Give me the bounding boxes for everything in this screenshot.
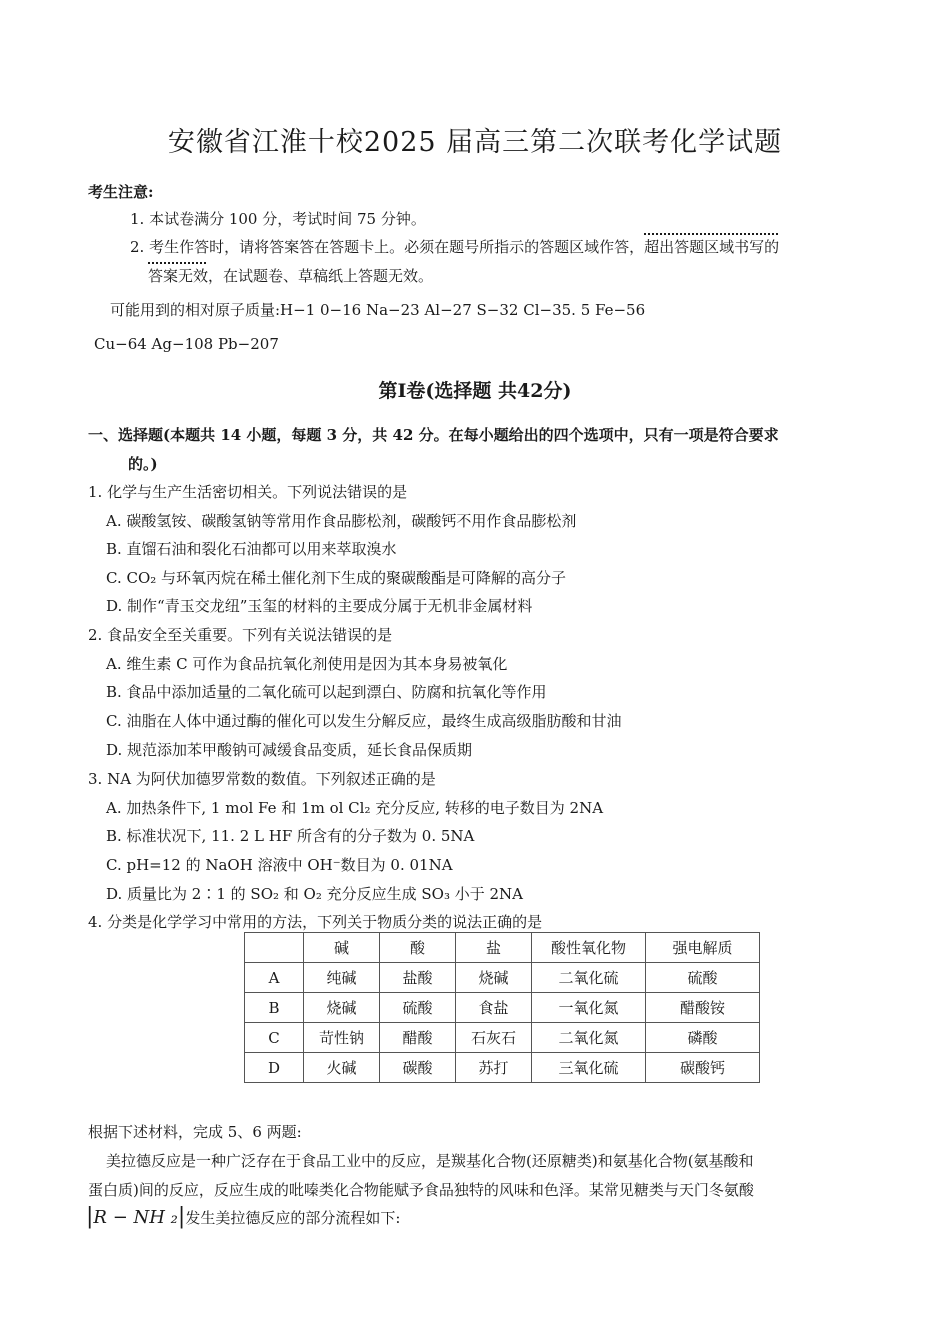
q3-option-a: A. 加热条件下, 1 mol Fe 和 1m ol Cl₂ 充分反应, 转移的电子数目为 2NA [106, 799, 604, 817]
table-cell: D [245, 1053, 304, 1083]
amino-formula: R − NH ₂ [93, 1207, 178, 1228]
q3-stem: 3. NA 为阿伏加德罗常数的数值。下列叙述正确的是 [88, 770, 436, 788]
material-intro: 根据下述材料，完成 5、6 两题: [88, 1123, 302, 1141]
table-cell: 苛性钠 [304, 1023, 380, 1053]
table-cell: 纯碱 [304, 963, 380, 993]
table-cell: A [245, 963, 304, 993]
table-header-row [245, 933, 760, 963]
table-row [245, 1053, 760, 1083]
table-cell: 三氧化硫 [532, 1053, 646, 1083]
notice-item-2-comma: ， [208, 267, 224, 285]
q2-option-b: B. 食品中添加适量的二氧化硫可以起到漂白、防腐和抗氧化等作用 [106, 683, 547, 701]
material-paragraph-line-1: 美拉德反应是一种广泛存在于食品工业中的反应，是羰基化合物(还原糖类)和氨基化合物(氨基酸和 [106, 1152, 754, 1170]
section-title: 第Ⅰ卷(选择题 共42分) [378, 380, 572, 402]
part1-heading-line-2: 的。) [128, 455, 158, 473]
table-cell: 醋酸 [380, 1023, 456, 1053]
table-cell: 二氧化硫 [532, 963, 646, 993]
table-cell: 碳酸 [380, 1053, 456, 1083]
q3-option-d: D. 质量比为 2∶1 的 SO₂ 和 O₂ 充分反应生成 SO₃ 小于 2NA [106, 885, 524, 903]
table-cell: 苏打 [456, 1053, 532, 1083]
classification-table [244, 932, 760, 1083]
table-cell: B [245, 993, 304, 1023]
notice-item-2-line-1 [130, 237, 779, 257]
q3-option-b: B. 标准状况下, 11. 2 L HF 所含有的分子数为 0. 5NA [106, 827, 475, 845]
q4-stem: 4. 分类是化学学习中常用的方法，下列关于物质分类的说法正确的是 [88, 913, 543, 931]
exam-title: 安徽省江淮十校2025 届高三第二次联考化学试题 [167, 127, 783, 158]
atomic-masses-line-1: 可能用到的相对原子质量:H−1 0−16 Na−23 Al−27 S−32 Cl−35. 5 Fe−56 [110, 301, 646, 319]
table-cell: 一氧化氮 [532, 993, 646, 1023]
table-header-cell [245, 933, 304, 963]
notice-item-2-period: 。 [418, 267, 434, 285]
q1-option-d: D. 制作“青玉交龙纽”玉玺的材料的主要成分属于无机非金属材料 [106, 597, 533, 615]
notice-item-2-line-2 [148, 266, 433, 286]
material-paragraph-line-3-text: 发生美拉德反应的部分流程如下: [185, 1209, 401, 1227]
q2-stem: 2. 食品安全至关重要。下列有关说法错误的是 [88, 626, 393, 644]
notice-item-1: 1. 本试卷满分 100 分，考试时间 75 分钟。 [130, 210, 426, 228]
table-header-cell: 盐 [456, 933, 532, 963]
bracket-right: | [177, 1204, 186, 1229]
table-row [245, 1023, 760, 1053]
notice-item-2-text: 2. 考生作答时，请将答案答在答题卡上。必须在题号所指示的答题区域作答， [130, 238, 645, 256]
notice-heading: 考生注意: [88, 183, 154, 201]
material-paragraph-line-2: 蛋白质)间的反应，反应生成的吡嗪类化合物能赋予食品独特的风味和色泽。某常见糖类与天门冬氨酸 [88, 1181, 754, 1199]
table-header-cell: 强电解质 [646, 933, 760, 963]
table-cell: 烧碱 [456, 963, 532, 993]
bracket-left: | [86, 1204, 94, 1229]
table-cell: 食盐 [456, 993, 532, 1023]
table-cell: 石灰石 [456, 1023, 532, 1053]
q2-option-d: D. 规范添加苯甲酸钠可减缓食品变质，延长食品保质期 [106, 741, 473, 759]
table-row [245, 993, 760, 1023]
table-cell: 盐酸 [380, 963, 456, 993]
table-cell: 醋酸铵 [646, 993, 760, 1023]
q1-option-a: A. 碳酸氢铵、碳酸氢钠等常用作食品膨松剂，碳酸钙不用作食品膨松剂 [106, 512, 577, 530]
q3-option-c: C. pH=12 的 NaOH 溶液中 OH⁻数目为 0. 01NA [106, 856, 453, 874]
table-cell: 磷酸 [646, 1023, 760, 1053]
table-cell: 烧碱 [304, 993, 380, 1023]
part1-heading-line-1: 一、选择题(本题共 14 小题，每题 3 分，共 42 分。在每小题给出的四个选项中，只有一项是符合要求 [88, 426, 779, 444]
table-cell: C [245, 1023, 304, 1053]
table-cell: 火碱 [304, 1053, 380, 1083]
material-paragraph-line-3 [86, 1204, 401, 1229]
q2-option-c: C. 油脂在人体中通过酶的催化可以发生分解反应，最终生成高级脂肪酸和甘油 [106, 712, 622, 730]
q2-option-a: A. 维生素 C 可作为食品抗氧化剂使用是因为其本身易被氧化 [106, 655, 508, 673]
table-header-cell: 酸性氧化物 [532, 933, 646, 963]
table-cell: 硫酸 [646, 963, 760, 993]
table-header-cell: 碱 [304, 933, 380, 963]
table-cell: 二氧化氮 [532, 1023, 646, 1053]
table-row [245, 963, 760, 993]
q1-option-b: B. 直馏石油和裂化石油都可以用来萃取溴水 [106, 540, 397, 558]
table-cell: 碳酸钙 [646, 1053, 760, 1083]
notice-item-2-emphasis-2: 答案无效 [148, 267, 209, 285]
notice-item-2-emphasis: 超出答题区域书写的 [644, 238, 780, 256]
atomic-masses-line-2: Cu−64 Ag−108 Pb−207 [94, 335, 279, 353]
table-header-cell: 酸 [380, 933, 456, 963]
notice-item-2-text-2: 在试题卷、草稿纸上答题无效 [223, 267, 419, 285]
q1-option-c: C. CO₂ 与环氧丙烷在稀土催化剂下生成的聚碳酸酯是可降解的高分子 [106, 569, 567, 587]
table-cell: 硫酸 [380, 993, 456, 1023]
q1-stem: 1. 化学与生产生活密切相关。下列说法错误的是 [88, 483, 408, 501]
